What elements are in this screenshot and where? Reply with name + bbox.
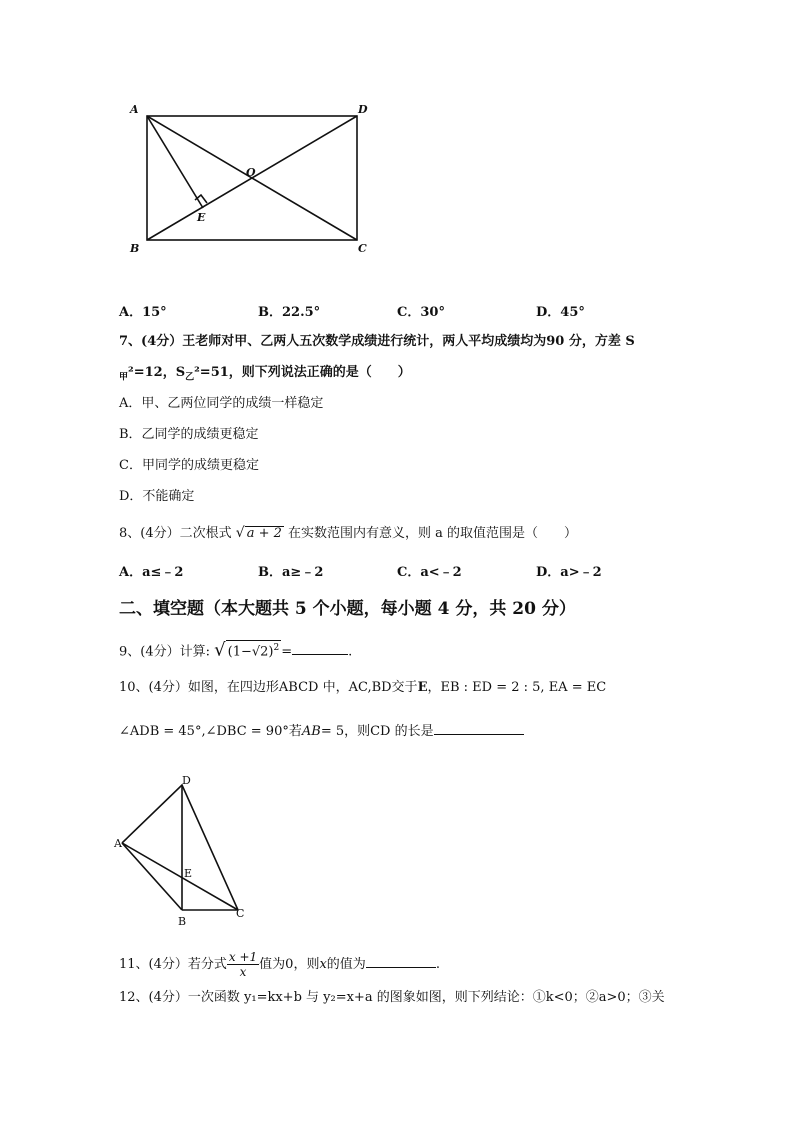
q8-option-c: C．a<﹣2 — [397, 565, 462, 580]
q7-stem-line1: 7、(4分）王老师对甲、乙两人五次数学成绩进行统计，两人平均成绩均为90 分，方差 S — [119, 334, 635, 349]
q9-stem: 9、(4分）计算: √ $(1-√2)^2$ = . — [119, 639, 353, 661]
q8-option-a: A．a≤﹣2 — [119, 565, 184, 580]
q11-stem: 11、(4分）若分式 $\frac{x +1}{x}$ 值为0，则x的值为 . — [119, 950, 440, 979]
fig1-label-a: A — [130, 103, 139, 116]
q6-option-b: B．22.5° — [258, 305, 321, 320]
fig2-label-b: B — [178, 915, 187, 928]
fig2-label-d: D — [182, 774, 191, 787]
sqrt-symbol: √ — [235, 525, 245, 541]
fig1-label-d: D — [358, 103, 368, 116]
q6-option-d: D．45° — [536, 305, 585, 320]
q12-stem: 12、(4分）一次函数 y₁=kx+b 与 y₂=x+a 的图象如图，则下列结论：①k<0；②a>0；③关 — [119, 990, 665, 1005]
q10-stem-line2: ∠ADB = 45°,∠DBC = 90°若AB= 5，则CD 的长是 — [119, 722, 524, 741]
fig1-label-b: B — [130, 242, 140, 255]
fig1-label-o: O — [246, 166, 256, 179]
q8-option-d: D．a>﹣2 — [536, 565, 602, 580]
fig2-label-a: A — [114, 837, 122, 850]
q7-option-a: A．甲、乙两位同学的成绩一样稳定 — [119, 396, 324, 411]
section-2-title: 二、填空题（本大题共 5 个小题，每小题 4 分，共 20 分） — [119, 599, 576, 619]
q8-option-b: B．a≥﹣2 — [258, 565, 324, 580]
fig2-label-e: E — [184, 867, 193, 880]
q7-stem-line2: $_甲$²=12，$S_乙^2=51$，则下列说法正确的是（ ） — [119, 365, 411, 383]
q6-option-c: C．30° — [397, 305, 445, 320]
fig1-label-c: C — [358, 242, 367, 255]
q10-answer-blank[interactable] — [434, 722, 524, 735]
figure-rectangle-abcd — [120, 96, 380, 266]
figure-quadrilateral-abcd — [112, 768, 262, 928]
q9-answer-blank[interactable] — [292, 642, 348, 655]
q11-fraction: $\frac{x +1}{x}$ — [228, 950, 258, 979]
q6-option-a: A．15° — [119, 305, 167, 320]
q8-radicand: a + 2 — [246, 526, 282, 541]
q8-stem: 8、(4分）二次根式 √ a + 2 在实数范围内有意义，则 a 的取值范围是（ ） — [119, 525, 578, 541]
fig2-label-c: C — [236, 907, 245, 920]
q7-option-d: D．不能确定 — [119, 489, 195, 504]
q7-option-c: C．甲同学的成绩更稳定 — [119, 458, 259, 473]
q9-expression: $(1-√2)^2$ — [226, 640, 282, 659]
fig1-label-e: E — [197, 211, 206, 224]
q11-answer-blank[interactable] — [366, 955, 436, 968]
q7-option-b: B．乙同学的成绩更稳定 — [119, 427, 259, 442]
q10-stem-line1: 10、(4分）如图，在四边形ABCD 中，AC,BD交于E，EB : ED = 2 : 5, EA = EC — [119, 680, 607, 695]
